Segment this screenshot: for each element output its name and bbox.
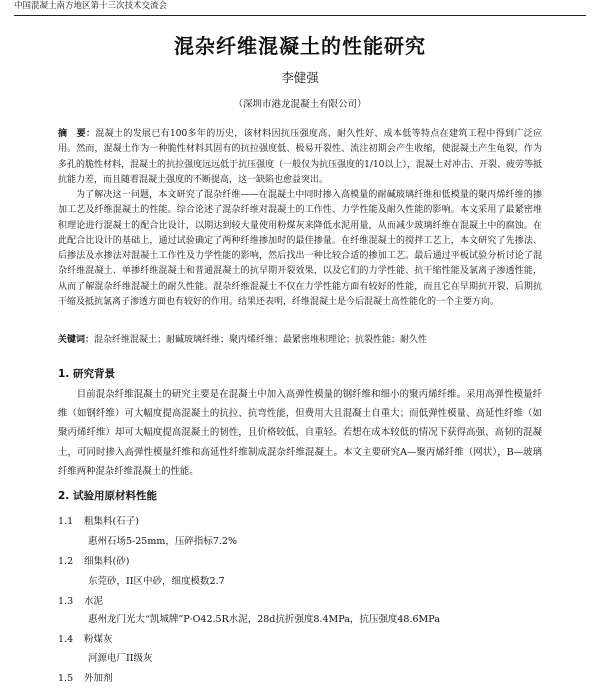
material-detail-fine-aggregate: 东莞砂，II区中砂，细度模数2.7 (88, 576, 225, 587)
abstract-paragraph-2: 为了解决这一问题，本文研究了混杂纤维——在混凝土中同时掺入高模量的耐碱玻璃纤维和低模量的聚丙烯纤维的掺加工艺及纤维混凝土的性能。综合论述了混杂纤维对混凝土的工作性、力学性能及耐久性能的影响。本文采用了最紧密堆积理论进行混凝土的配合比设计，以期达到较大量使用粉煤灰来降低水泥用量，从而减少玻璃纤维在混凝土中的腐蚀。在此配合比设计的基础上，通过试验确定了两种纤维掺加时的最佳掺量。在纤维混凝土的搅拌工艺上，本文研究了先掺法、后掺法及水掺法对混凝土工作性及力学性能的影响，然后找出一种比较合适的掺加工艺。最后通过平板试验分析讨论了混杂纤维混凝土、单掺纤维混凝土和普通混凝土的抗早期开裂效果，以及它们的力学性能、抗干缩性能及氯离子渗透性能，从而了解混杂纤维混凝土的耐久性能。混杂纤维混凝土不仅在力学性能方面有较好的性能，而且它在早期抗开裂、后期抗干缩及抵抗氯离子渗透方面也有较好的作用。结果还表明，纤维混凝土是今后混凝土高性能化的一个主要方向。 (58, 190, 542, 308)
paper-title: 混杂纤维混凝土的性能研究 (174, 34, 426, 58)
material-item-fine-aggregate: 1.2 细集料(砂) (58, 556, 130, 567)
material-detail-cement: 惠州龙门光大“凯城牌”P·O42.5R水泥，28d抗折强度8.4MPa，抗压强度48.6MPa (88, 614, 440, 625)
abstract-text-1: 混凝土的发展已有100多年的历史，该材料因抗压强度高、耐久性好、成本低等特点在建筑工程中得到广泛应用。然而，混凝土作为一种脆性材料其固有的抗拉强度低、极易开裂性、流注初期会产生收缩，使混凝土产生龟裂，作为多孔的脆性材料，混凝土的抗拉强度远远低于抗压强度（一般仅为抗压强度的1/10以上），混凝土对冲击、开裂、疲劳等抵抗能力差，而且随着混凝土强度的不断提高，这一缺陷也愈益突出。 (58, 129, 542, 185)
material-item-coarse-aggregate: 1.1 粗集料(石子) (58, 516, 139, 527)
section-2-heading: 2. 试验用原材料性能 (58, 490, 157, 502)
abstract-label: 摘 要： (58, 129, 96, 139)
keywords-text: 混杂纤维混凝土；耐碱玻璃纤维；聚丙烯纤维；最紧密堆积理论；抗裂性能；耐久性 (94, 335, 428, 345)
abstract-paragraph-1 (58, 127, 542, 185)
keywords-line (58, 334, 542, 347)
material-detail-coarse-aggregate: 惠州石场5-25mm，压碎指标7.2% (88, 536, 237, 547)
material-item-fly-ash: 1.4 粉煤灰 (58, 634, 113, 645)
author-name: 李健强 (281, 70, 319, 85)
material-item-admixture: 1.5 外加剂 (58, 673, 113, 684)
section-1-heading: 1. 研究背景 (58, 368, 115, 380)
section-1-body: 目前混杂纤维混凝土的研究主要是在混凝土中加入高弹性模量的钢纤维和细小的聚丙烯纤维。采用高弹性模量纤维（如钢纤维）可大幅度提高混凝土的抗拉、抗弯性能，但费用大且混凝土自重大；而低弹性模量、高延性纤维（如聚丙烯纤维）却可大幅度提高混凝土的韧性，且价格较低、自重轻。若想在成本较低的情况下获得高强、高韧的混凝土，可同时掺入高弹性模量纤维和高延性纤维制成混杂纤维混凝土。本文主要研究A—聚丙烯纤维（网状），B—玻璃纤维两种混杂纤维混凝土的性能。 (58, 389, 542, 477)
author-affiliation: （深圳市港龙混凝土有限公司） (233, 99, 367, 110)
running-header: 中国混凝土南方地区第十三次技术交流会 (14, 0, 586, 16)
keywords-label: 关键词： (58, 335, 95, 345)
material-detail-fly-ash: 河源电厂II级灰 (88, 653, 153, 664)
material-item-cement: 1.3 水泥 (58, 596, 104, 607)
